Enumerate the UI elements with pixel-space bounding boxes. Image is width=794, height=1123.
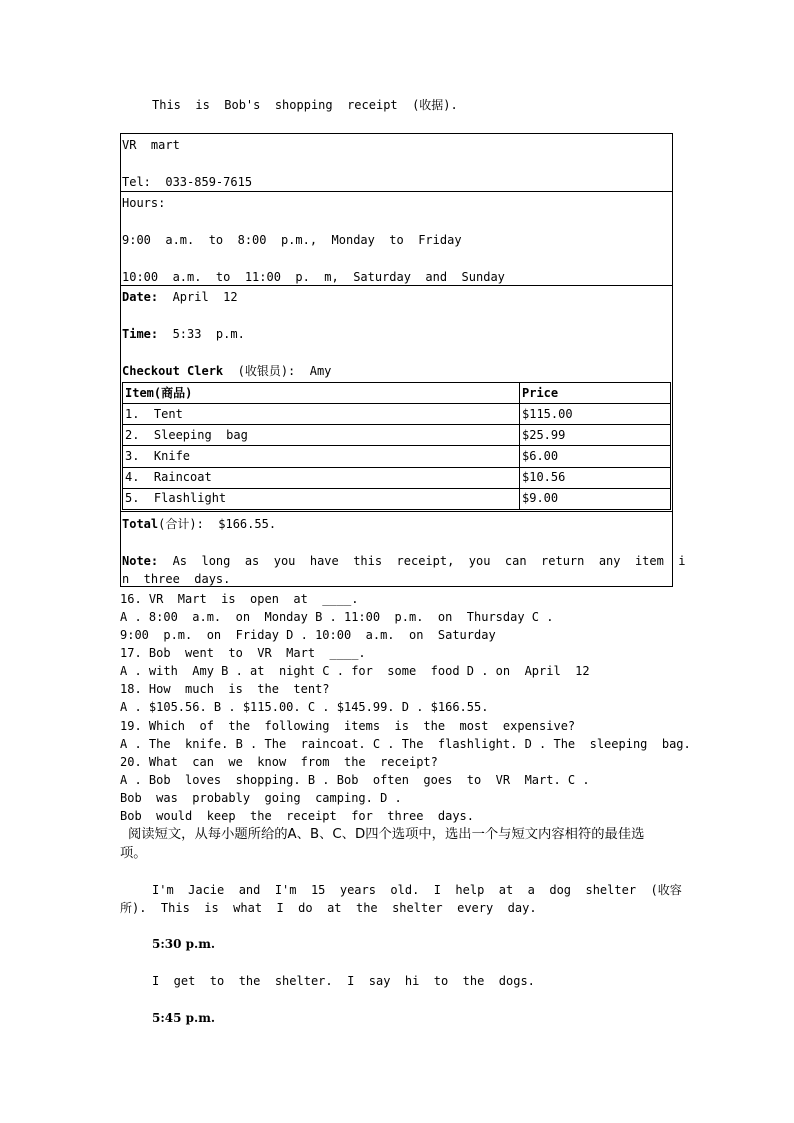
item-price: $10.56 <box>520 467 671 488</box>
instruction-line-1: 阅读短文，从每小题所给的A、B、C、D四个选项中，选出一个与短文内容相符的最佳选 <box>128 827 645 842</box>
receipt-hours-section <box>121 192 672 286</box>
time-heading-1: 5:30 p.m. <box>152 937 216 951</box>
receipt-store-section <box>121 134 672 192</box>
item-price: $25.99 <box>520 425 671 446</box>
item-price: $115.00 <box>520 404 671 425</box>
question-line: 19. Which of the following items is the most expensive? <box>120 719 576 733</box>
time-line <box>122 326 245 342</box>
header-item: Item(商品) <box>123 383 520 404</box>
date-line <box>122 289 238 305</box>
total-value: (合计): $166.55. <box>158 517 277 531</box>
time-label: Time: <box>122 327 159 341</box>
passage-line-2: 所). This is what I do at the shelter every day. <box>120 901 537 915</box>
question-line: 18. How much is the tent? <box>120 682 330 696</box>
hours-label: Hours: <box>122 196 166 210</box>
table-header-row <box>123 383 671 404</box>
clerk-label: Checkout Clerk <box>122 364 224 378</box>
hours-weekend: 10:00 a.m. to 11:00 p. m, Saturday and Sunday <box>122 270 505 284</box>
total-line <box>122 516 276 532</box>
passage-line-3: I get to the shelter. I say hi to the dogs. <box>152 974 535 988</box>
header-price: Price <box>520 383 671 404</box>
table-row <box>123 404 671 425</box>
question-line: 16. VR Mart is open at ____. <box>120 592 359 606</box>
note-text-1: As long as you have this receipt, you can return any item i <box>158 554 686 568</box>
store-name: VR mart <box>122 138 180 152</box>
total-label: Total <box>122 517 159 531</box>
instruction-line-2: 项。 <box>120 846 147 861</box>
time-value: 5:33 p.m. <box>158 327 245 341</box>
table-row <box>123 488 671 509</box>
question-line: Bob would keep the receipt for three days. <box>120 809 475 823</box>
note-line-2: n three days. <box>122 572 231 586</box>
question-line: Bob was probably going camping. D . <box>120 791 402 805</box>
question-line: A . Bob loves shopping. B . Bob often goes to VR Mart. C . <box>120 773 590 787</box>
time-heading-2: 5:45 p.m. <box>152 1011 216 1025</box>
question-line: A . 8:00 a.m. on Monday B . 11:00 p.m. on Thursday C . <box>120 610 554 624</box>
hours-weekday: 9:00 a.m. to 8:00 p.m., Monday to Friday <box>122 233 462 247</box>
question-line: 9:00 p.m. on Friday D . 10:00 a.m. on Saturday <box>120 628 496 642</box>
item-name: 1. Tent <box>123 404 520 425</box>
items-table <box>122 382 671 510</box>
passage-line-1: I'm Jacie and I'm 15 years old. I help at a dog shelter (收容 <box>152 883 682 897</box>
table-row <box>123 467 671 488</box>
item-name: 3. Knife <box>123 446 520 467</box>
note-label: Note: <box>122 554 159 568</box>
question-line: A . $105.56. B . $115.00. C . $145.99. D . $166.55. <box>120 700 489 714</box>
clerk-value: (收银员): Amy <box>223 364 332 378</box>
intro-text: This is Bob's shopping receipt (收据). <box>152 98 458 112</box>
store-tel: Tel: 033-859-7615 <box>122 175 253 189</box>
receipt-box <box>120 133 686 587</box>
receipt-total-section <box>121 511 686 587</box>
date-label: Date: <box>122 290 159 304</box>
clerk-line <box>122 363 331 379</box>
question-line: A . The knife. B . The raincoat. C . The flashlight. D . The sleeping bag. <box>120 737 691 751</box>
note-line-1 <box>122 553 686 569</box>
receipt-info-section <box>121 286 672 380</box>
table-row <box>123 446 671 467</box>
item-price: $9.00 <box>520 488 671 509</box>
question-line: 20. What can we know from the receipt? <box>120 755 438 769</box>
date-value: April 12 <box>158 290 238 304</box>
question-line: A . with Amy B . at night C . for some food D . on April 12 <box>120 664 590 678</box>
item-price: $6.00 <box>520 446 671 467</box>
item-name: 4. Raincoat <box>123 467 520 488</box>
item-name: 2. Sleeping bag <box>123 425 520 446</box>
question-line: 17. Bob went to VR Mart ____. <box>120 646 366 660</box>
table-row <box>123 425 671 446</box>
item-name: 5. Flashlight <box>123 488 520 509</box>
